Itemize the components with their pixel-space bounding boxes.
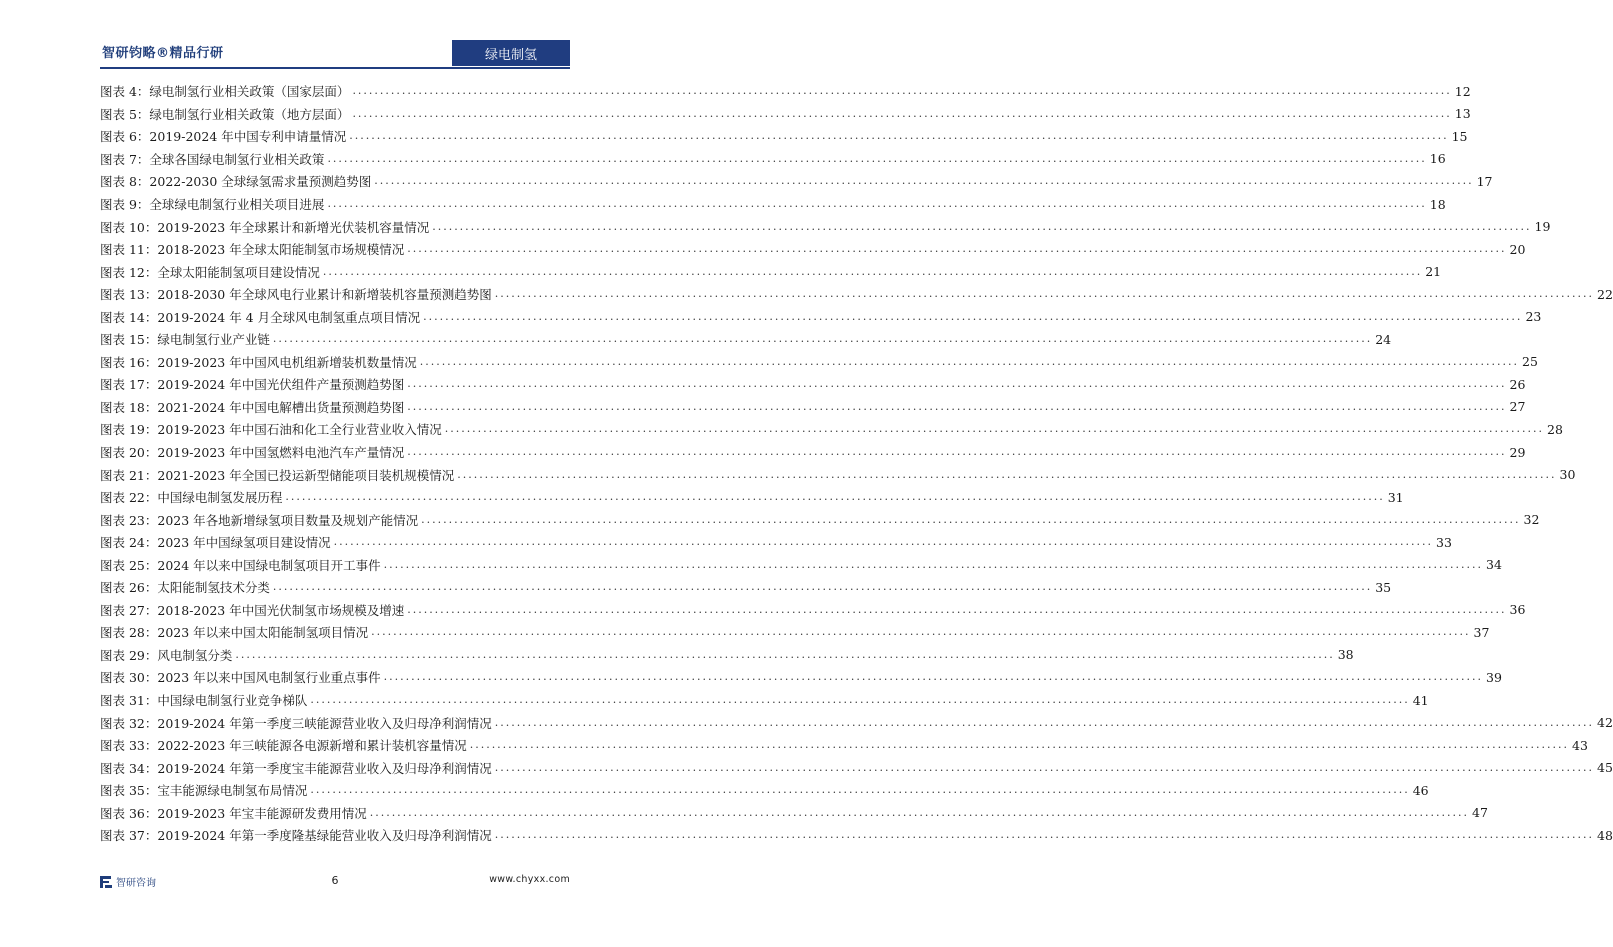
page-footer (100, 872, 570, 890)
toc-entry-label: 图表 5：绿电制氢行业相关政策（地方层面） (100, 106, 350, 122)
toc-entry-label: 图表 10：2019-2023 年全球累计和新增光伏装机容量情况 (100, 219, 430, 235)
page-number: 6 (331, 874, 339, 887)
toc-entry-page: 30 (1559, 467, 1576, 483)
toc-entry-label: 图表 13：2018-2030 年全球风电行业累计和新增装机容量预测趋势图 (100, 287, 492, 303)
dot-leader: ........................................................................................................................................................................................................ (272, 580, 1373, 594)
toc-entry-label: 图表 28：2023 年以来中国太阳能制氢项目情况 (100, 625, 369, 641)
page-header (100, 40, 570, 68)
toc-entry-label: 图表 18：2021-2024 年中国电解槽出货量预测趋势图 (100, 399, 405, 415)
toc-entry[interactable] (100, 215, 1551, 238)
toc-entry-label: 图表 11：2018-2023 年全球太阳能制氢市场规模情况 (100, 242, 405, 258)
toc-entry[interactable] (100, 576, 1392, 599)
dot-leader: ........................................................................................................................................................................................................ (310, 693, 1410, 707)
dot-leader: ........................................................................................................................................................................................................ (494, 715, 1595, 729)
toc-entry-label: 图表 35：宝丰能源绿电制氢布局情况 (100, 783, 308, 799)
toc-entry[interactable] (100, 193, 1446, 216)
toc-entry[interactable] (100, 418, 1563, 441)
toc-entry[interactable] (100, 396, 1526, 419)
dot-leader: ........................................................................................................................................................................................................ (272, 332, 1373, 346)
dot-leader: ........................................................................................................................................................................................................ (419, 354, 1520, 368)
dot-leader: ........................................................................................................................................................................................................ (494, 828, 1595, 842)
dot-leader: ........................................................................................................................................................................................................ (352, 106, 1452, 120)
toc-entry-page: 18 (1429, 196, 1446, 212)
dot-leader: ........................................................................................................................................................................................................ (327, 197, 1427, 210)
toc-entry-page: 26 (1509, 376, 1526, 392)
dot-leader: ........................................................................................................................................................................................................ (494, 760, 1595, 774)
dot-leader: ........................................................................................................................................................................................................ (352, 84, 1452, 98)
dot-leader: ........................................................................................................................................................................................................ (457, 467, 1557, 481)
toc-entry[interactable] (100, 283, 1613, 306)
dot-leader: ........................................................................................................................................................................................................ (383, 557, 1483, 571)
toc-entry[interactable] (100, 824, 1613, 847)
toc-entry-label: 图表 17：2019-2024 年中国光伏组件产量预测趋势图 (100, 377, 405, 393)
toc-entry-page: 13 (1454, 106, 1471, 122)
toc-entry-label: 图表 9：全球绿电制氢行业相关项目进展 (100, 197, 325, 212)
toc-entry[interactable] (100, 486, 1404, 509)
toc-entry-label: 图表 30：2023 年以来中国风电制氢行业重点事件 (100, 670, 381, 686)
toc-entry-label: 图表 12：全球太阳能制氢项目建设情况 (100, 264, 320, 280)
toc-entry-page: 37 (1473, 624, 1490, 640)
toc-entry[interactable] (100, 373, 1526, 396)
dot-leader: ........................................................................................................................................................................................................ (494, 287, 1595, 301)
dot-leader: ........................................................................................................................................................................................................ (407, 399, 1507, 413)
toc-entry-page: 45 (1597, 760, 1613, 776)
dot-leader: ........................................................................................................................................................................................................ (349, 129, 1449, 143)
dot-leader: ........................................................................................................................................................................................................ (322, 264, 1423, 278)
toc-entry-page: 36 (1509, 602, 1526, 618)
toc-entry[interactable] (100, 351, 1538, 374)
dot-leader: ........................................................................................................................................................................................................ (369, 805, 1470, 819)
toc-entry-label: 图表 22：中国绿电制氢发展历程 (100, 490, 283, 506)
toc-entry-label: 图表 33：2022-2023 年三峡能源各电源新增和累计装机容量情况 (100, 738, 467, 754)
toc-entry[interactable] (100, 599, 1526, 622)
toc-entry-label: 图表 19：2019-2023 年中国石油和化工全行业营业收入情况 (100, 422, 442, 438)
toc-entry-label: 图表 29：风电制氢分类 (100, 647, 233, 663)
toc-entry-label: 图表 14：2019-2024 年 4 月全球风电制氢重点项目情况 (100, 309, 421, 325)
toc-entry[interactable] (100, 463, 1576, 486)
toc-entry[interactable] (100, 103, 1471, 126)
toc-entry-label: 图表 31：中国绿电制氢行业竞争梯队 (100, 693, 308, 709)
toc-entry[interactable] (100, 260, 1442, 283)
dot-leader: ........................................................................................................................................................................................................ (374, 174, 1474, 188)
dot-leader: ........................................................................................................................................................................................................ (407, 242, 1507, 256)
toc-entry-page: 17 (1476, 173, 1493, 189)
dot-leader: ........................................................................................................................................................................................................ (469, 738, 1570, 752)
dot-leader: ........................................................................................................................................................................................................ (444, 422, 1545, 436)
toc-entry[interactable] (100, 734, 1588, 757)
toc-entry[interactable] (100, 711, 1613, 734)
toc-entry-label: 图表 20：2019-2023 年中国氢燃料电池汽车产量情况 (100, 445, 405, 461)
dot-leader: ........................................................................................................................................................................................................ (407, 445, 1507, 459)
report-tag: 绿电制氢 (452, 40, 570, 66)
toc-entry-label: 图表 25：2024 年以来中国绿电制氢项目开工事件 (100, 557, 381, 573)
toc-entry[interactable] (100, 644, 1354, 667)
toc-entry-label: 图表 27：2018-2023 年中国光伏制氢市场规模及增速 (100, 602, 405, 618)
toc-entry[interactable] (100, 125, 1468, 148)
toc-entry-page: 27 (1509, 399, 1526, 415)
toc-entry[interactable] (100, 802, 1488, 825)
toc-entry-label: 图表 4：绿电制氢行业相关政策（国家层面） (100, 84, 350, 100)
toc-entry-page: 15 (1451, 128, 1468, 144)
toc-entry[interactable] (100, 148, 1446, 171)
toc-entry-page: 41 (1412, 692, 1429, 708)
dot-leader: ........................................................................................................................................................................................................ (235, 647, 1335, 661)
toc-entry[interactable] (100, 441, 1526, 464)
brand-title: 智研钧略®精品行研 (102, 46, 224, 61)
toc-entry-page: 28 (1547, 421, 1563, 437)
dot-leader: ........................................................................................................................................................................................................ (407, 602, 1507, 616)
toc-entry[interactable] (100, 531, 1452, 554)
toc-entry-page: 19 (1534, 219, 1551, 235)
toc-entry[interactable] (100, 328, 1392, 351)
toc-entry-page: 21 (1425, 264, 1442, 280)
toc-entry-page: 38 (1337, 647, 1354, 663)
toc-entry-label: 图表 26：太阳能制氢技术分类 (100, 580, 270, 596)
toc-entry-page: 42 (1597, 715, 1613, 731)
toc-entry-label: 图表 23：2023 年各地新增绿氢项目数量及规划产能情况 (100, 512, 419, 528)
toc-entry-page: 16 (1429, 151, 1446, 167)
toc-entry-label: 图表 34：2019-2024 年第一季度宝丰能源营业收入及归母净利润情况 (100, 760, 492, 776)
toc-entry[interactable] (100, 779, 1429, 802)
dot-leader: ........................................................................................................................................................................................................ (383, 670, 1483, 684)
toc-entry-label: 图表 6：2019-2024 年中国专利申请量情况 (100, 129, 347, 145)
toc-entry-label: 图表 16：2019-2023 年中国风电机组新增装机数量情况 (100, 354, 417, 370)
toc-entry-page: 20 (1509, 241, 1526, 257)
toc-entry-page: 47 (1472, 805, 1488, 821)
toc-entry-label: 图表 21：2021-2023 年全国已投运新型储能项目装机规模情况 (100, 467, 455, 483)
toc-entry[interactable] (100, 666, 1502, 689)
toc-entry-label: 图表 37：2019-2024 年第一季度隆基绿能营业收入及归母净利润情况 (100, 828, 492, 844)
toc-entry[interactable] (100, 756, 1613, 779)
dot-leader: ........................................................................................................................................................................................................ (333, 535, 1433, 549)
toc-entry-page: 22 (1597, 286, 1613, 302)
toc-entry-page: 23 (1525, 309, 1542, 325)
toc-entry-page: 25 (1522, 354, 1538, 370)
toc-entry-page: 12 (1454, 83, 1471, 99)
dot-leader: ........................................................................................................................................................................................................ (421, 512, 1521, 526)
toc-entry-label: 图表 7：全球各国绿电制氢行业相关政策 (100, 151, 325, 167)
footer-url[interactable]: www.chyxx.com (489, 874, 570, 885)
dot-leader: ........................................................................................................................................................................................................ (407, 377, 1507, 391)
toc-entry-page: 29 (1509, 444, 1526, 460)
footer-logo-text: 智研咨询 (116, 878, 156, 889)
dot-leader: ........................................................................................................................................................................................................ (327, 151, 1427, 165)
toc-entry-page: 46 (1412, 782, 1429, 798)
toc-entry[interactable] (100, 80, 1471, 103)
toc-entry-page: 31 (1387, 489, 1404, 505)
toc-entry[interactable] (100, 621, 1490, 644)
toc-entry-page: 32 (1523, 512, 1540, 528)
toc-entry-page: 48 (1597, 827, 1613, 843)
toc-entry-label: 图表 36：2019-2023 年宝丰能源研发费用情况 (100, 805, 367, 821)
toc-entry-page: 34 (1486, 557, 1502, 573)
toc-entry-label: 图表 24：2023 年中国绿氢项目建设情况 (100, 535, 331, 551)
toc-entry[interactable] (100, 689, 1429, 712)
toc-entry-label: 图表 15：绿电制氢行业产业链 (100, 332, 270, 348)
toc-entry-page: 33 (1436, 534, 1452, 550)
dot-leader: ........................................................................................................................................................................................................ (285, 490, 1385, 504)
header-rule (100, 67, 570, 69)
dot-leader: ........................................................................................................................................................................................................ (432, 219, 1532, 233)
dot-leader: ........................................................................................................................................................................................................ (371, 625, 1471, 639)
toc-entry-page: 43 (1572, 737, 1588, 753)
dot-leader: ........................................................................................................................................................................................................ (310, 783, 1410, 797)
dot-leader: ........................................................................................................................................................................................................ (423, 309, 1523, 323)
toc-entry[interactable] (100, 508, 1540, 531)
toc-entry-page: 39 (1486, 669, 1502, 685)
toc-entry-label: 图表 32：2019-2024 年第一季度三峡能源营业收入及归母净利润情况 (100, 715, 492, 731)
toc-entry-label: 图表 8：2022-2030 全球绿氢需求量预测趋势图 (100, 174, 372, 190)
toc-entry[interactable] (100, 553, 1502, 576)
toc-entry-page: 35 (1375, 579, 1392, 595)
toc-entry[interactable] (100, 238, 1526, 261)
table-of-figures (100, 80, 1613, 847)
toc-entry[interactable] (100, 170, 1493, 193)
toc-entry-page: 24 (1375, 331, 1392, 347)
toc-entry[interactable] (100, 305, 1542, 328)
